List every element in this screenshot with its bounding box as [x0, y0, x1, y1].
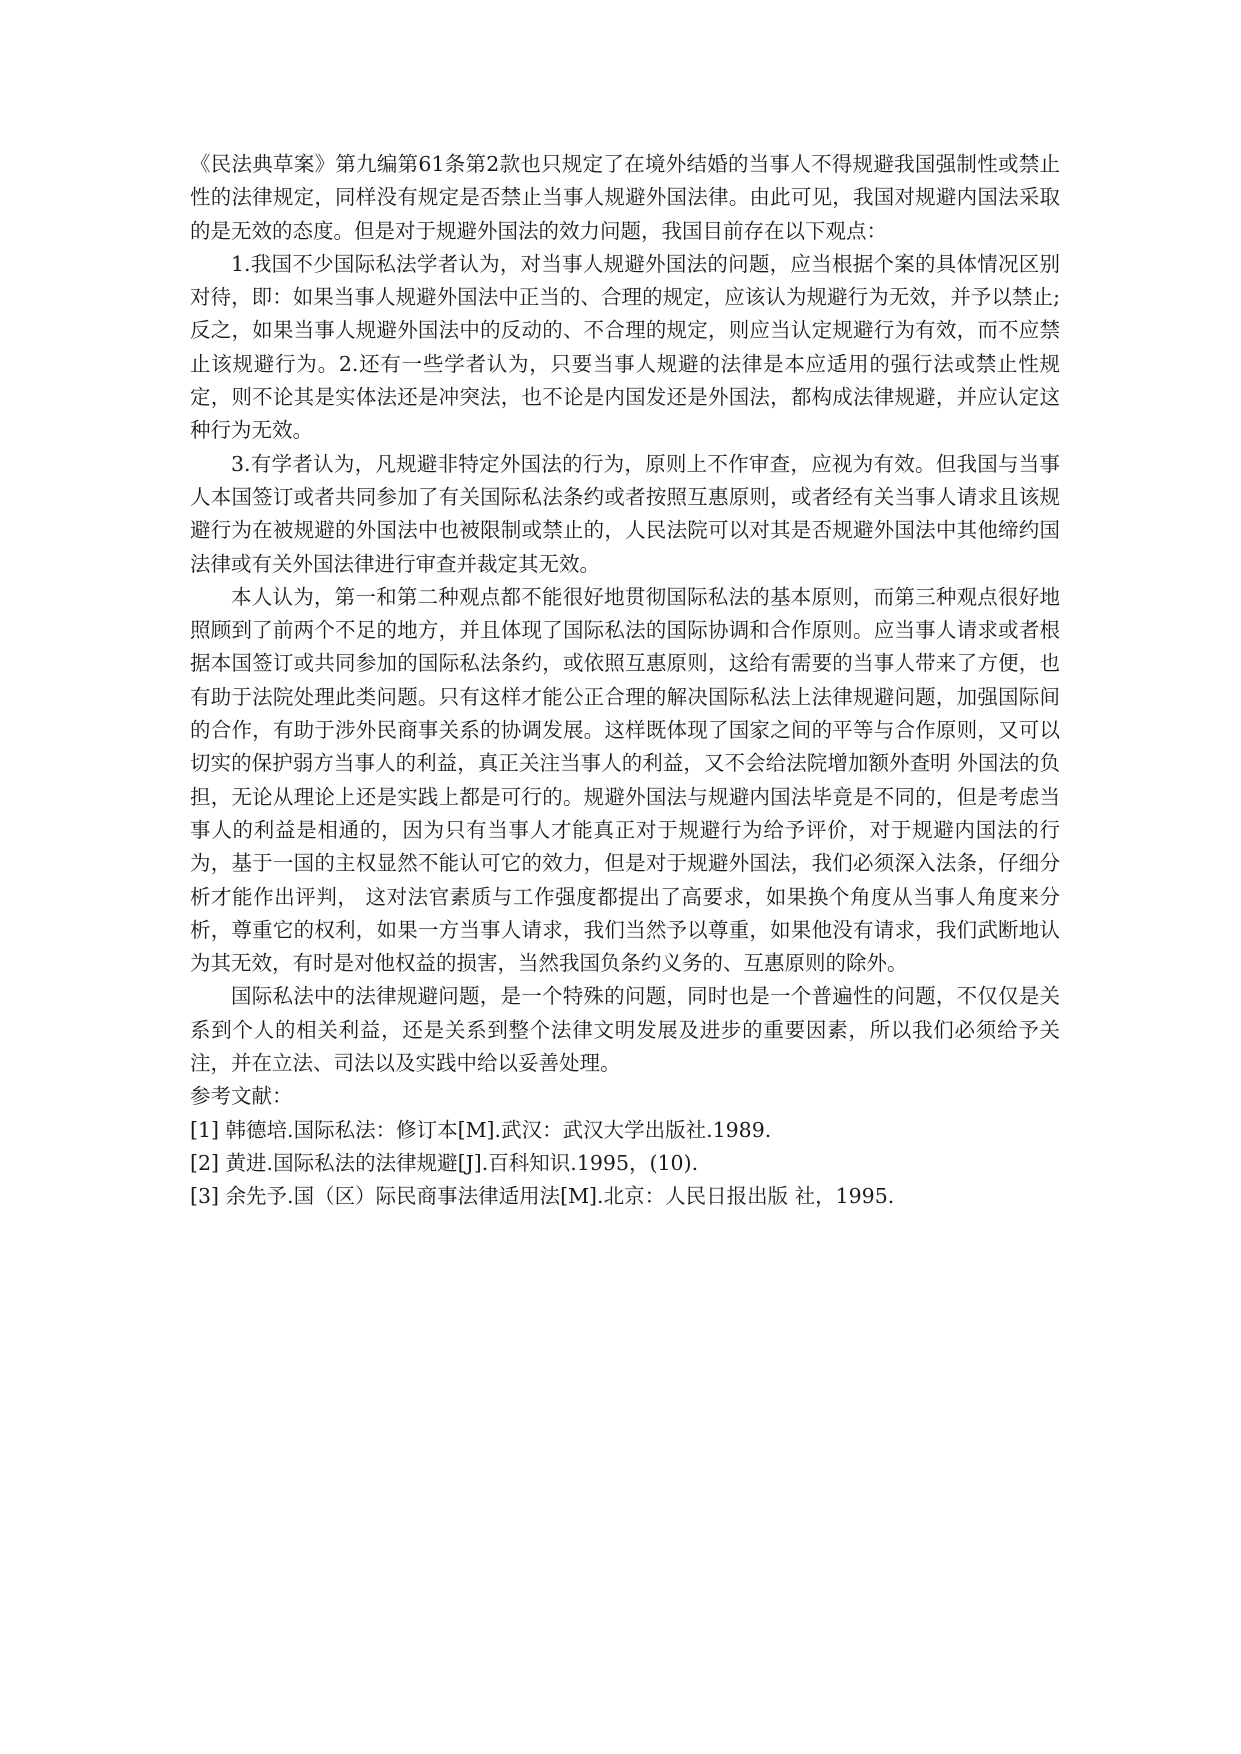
- references-heading: 参考文献：: [190, 1084, 293, 1109]
- paragraph-view-3: 3.有学者认为，凡规避非特定外国法的行为，原则上不作审查，应视为有效。但我国与当事人本国签订或者共同参加了有关国际私法条约或者按照互惠原则，或者经有关当事人请求且该规避行为在被规避的外国法中也被限制或禁止的，人民法院可以对其是否规避外国法中其他缔约国法律或有关外国法律进行审查并裁定其无效。: [190, 451, 1060, 576]
- reference-item: [3] 余先予.国（区）际民商事法律适用法[M].北京：人民日报出版 社，1995.: [190, 1184, 895, 1209]
- reference-item: [1] 韩德培.国际私法：修订本[M].武汉：武汉大学出版社.1989.: [190, 1117, 772, 1142]
- paragraph-author-opinion: 本人认为，第一和第二种观点都不能很好地贯彻国际私法的基本原则，而第三种观点很好地照顾到了前两个不足的地方，并且体现了国际私法的国际协调和合作原则。应当事人请求或者根据本国签订或共同参加的国际私法条约，或依照互惠原则，这给有需要的当事人带来了方便，也有助于法院处理此类问题。只有这样才能公正合理的解决国际私法上法律规避问题，加强国际间的合作，有助于涉外民商事关系的协调发展。这样既体现了国家之间的平等与合作原则，又可以切实的保护弱方当事人的利益，真正关注当事人的利益，又不会给法院增加额外查明 外国法的负担，无论从理论上还是实践上都是可行的。规避外国法与规避内国法毕竟是不同的，但是考虑当事人的利益是相通的，因为只有当事人才能真正对于规避行为给予评价，对于规避内国法的行为，基于一国的主权显然不能认可它的效力，但是对于规避外国法，我们必须深入法条，仔细分析才能作出评判， 这对法官素质与工作强度都提出了高要求，如果换个角度从当事人角度来分析，尊重它的权利，如果一方当事人请求，我们当然予以尊重，如果他没有请求，我们武断地认为其无效，有时是对他权益的损害，当然我国负条约义务的、互惠原则的除外。: [190, 584, 1060, 976]
- document-body: [190, 148, 1060, 1214]
- paragraph-conclusion: 国际私法中的法律规避问题，是一个特殊的问题，同时也是一个普遍性的问题，不仅仅是关系到个人的相关利益，还是关系到整个法律文明发展及进步的重要因素，所以我们必须给予关注，并在立法、司法以及实践中给以妥善处理。: [190, 984, 1060, 1076]
- paragraph-view-1-2: 1.我国不少国际私法学者认为，对当事人规避外国法的问题，应当根据个案的具体情况区别对待，即：如果当事人规避外国法中正当的、合理的规定，应该认为规避行为无效，并予以禁止;反之，如果当事人规避外国法中的反动的、不合理的规定，则应当认定规避行为有效，而不应禁止该规避行为。2.还有一些学者认为，只要当事人规避的法律是本应适用的强行法或禁止性规定，则不论其是实体法还是冲突法，也不论是内国发还是外国法，都构成法律规避，并应认定这种行为无效。: [190, 251, 1060, 443]
- reference-item: [2] 黄进.国际私法的法律规避[J].百科知识.1995，(10).: [190, 1150, 699, 1175]
- paragraph-intro: 《民法典草案》第九编第61条第2款也只规定了在境外结婚的当事人不得规避我国强制性或禁止性的法律规定，同样没有规定是否禁止当事人规避外国法律。由此可见，我国对规避内国法采取的是无效的态度。但是对于规避外国法的效力问题，我国目前存在以下观点：: [190, 152, 1060, 243]
